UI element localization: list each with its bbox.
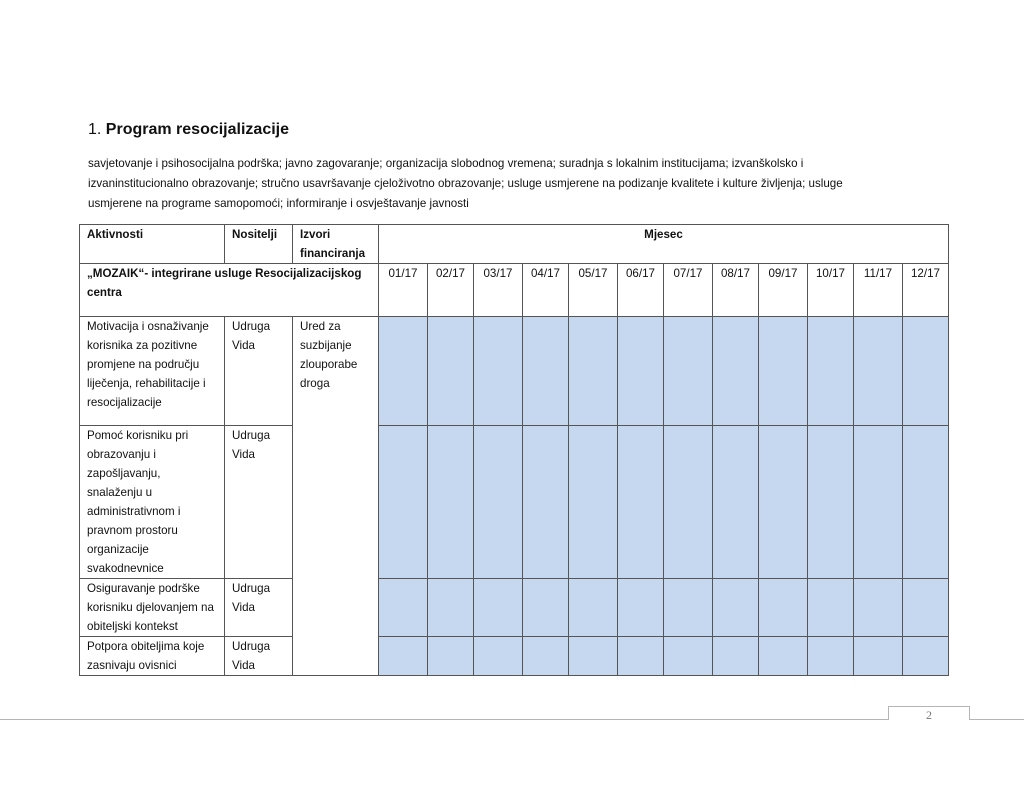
schedule-cell — [759, 317, 808, 426]
header-activities: Aktivnosti — [80, 225, 225, 264]
schedule-cell — [808, 317, 854, 426]
schedule-cell — [523, 579, 569, 637]
schedule-cell — [474, 426, 523, 579]
schedule-cell — [428, 317, 474, 426]
schedule-cell — [523, 637, 569, 676]
schedule-cell — [664, 637, 713, 676]
schedule-cell — [474, 317, 523, 426]
schedule-cell — [713, 426, 759, 579]
funding-source: Ured za suzbijanje zlouporabe droga — [293, 317, 379, 676]
header-funding-line2: financiranja — [300, 247, 366, 260]
schedule-cell — [474, 637, 523, 676]
schedule-cell — [379, 317, 428, 426]
month-label: 05/17 — [569, 264, 618, 317]
schedule-cell — [759, 579, 808, 637]
month-label: 01/17 — [379, 264, 428, 317]
intro-line: usmjerene na programe samopomoći; informiranje i osvještavanje javnosti — [88, 197, 469, 210]
month-label: 09/17 — [759, 264, 808, 317]
schedule-cell — [759, 637, 808, 676]
activity-plan-table — [79, 224, 949, 676]
schedule-cell — [713, 317, 759, 426]
schedule-cell — [428, 426, 474, 579]
schedule-cell — [523, 426, 569, 579]
schedule-cell — [854, 317, 903, 426]
table-row — [80, 637, 949, 676]
intro-line: savjetovanje i psihosocijalna podrška; javno zagovaranje; organizacija slobodnog vremena; suradnja s lokalnim institucijama; izvanškolsko i — [88, 157, 804, 170]
program-name: „MOZAIK“- integrirane usluge Resocijalizacijskog centra — [80, 264, 379, 317]
month-label: 07/17 — [664, 264, 713, 317]
schedule-cell — [569, 579, 618, 637]
section-heading — [88, 121, 289, 139]
section-title: Program resocijalizacije — [105, 121, 289, 138]
schedule-cell — [664, 426, 713, 579]
schedule-cell — [664, 317, 713, 426]
schedule-cell — [808, 637, 854, 676]
schedule-cell — [664, 579, 713, 637]
schedule-cell — [618, 637, 664, 676]
schedule-cell — [903, 579, 949, 637]
activity-name: Pomoć korisniku pri obrazovanju i zapošljavanju, snalaženju u administrativnom i pravnom prostoru organizacije svakodnevnice — [80, 426, 225, 579]
schedule-cell — [618, 579, 664, 637]
schedule-cell — [379, 426, 428, 579]
month-label: 03/17 — [474, 264, 523, 317]
schedule-cell — [854, 579, 903, 637]
schedule-cell — [759, 426, 808, 579]
schedule-cell — [428, 579, 474, 637]
table-row — [80, 579, 949, 637]
month-label: 06/17 — [618, 264, 664, 317]
month-label: 12/17 — [903, 264, 949, 317]
schedule-cell — [713, 579, 759, 637]
schedule-cell — [903, 317, 949, 426]
month-label: 02/17 — [428, 264, 474, 317]
activity-carrier: Udruga Vida — [225, 426, 293, 579]
page-number: 2 — [926, 708, 932, 722]
schedule-cell — [808, 426, 854, 579]
month-label: 04/17 — [523, 264, 569, 317]
intro-paragraph — [88, 154, 948, 214]
schedule-cell — [808, 579, 854, 637]
activity-carrier: Udruga Vida — [225, 317, 293, 426]
header-month: Mjesec — [379, 225, 949, 264]
activity-name: Motivacija i osnaživanje korisnika za pozitivne promjene na području liječenja, rehabilitacije i resocijalizacije — [80, 317, 225, 426]
month-label: 08/17 — [713, 264, 759, 317]
schedule-cell — [474, 579, 523, 637]
schedule-cell — [854, 426, 903, 579]
section-number: 1. — [88, 121, 102, 138]
schedule-cell — [569, 426, 618, 579]
header-funding-line1: Izvori — [300, 228, 331, 241]
activity-carrier: Udruga Vida — [225, 579, 293, 637]
table-row — [80, 317, 949, 426]
schedule-cell — [903, 637, 949, 676]
header-funding — [293, 225, 379, 264]
schedule-cell — [854, 637, 903, 676]
footer-divider — [0, 719, 1024, 720]
intro-line: izvaninstitucionalno obrazovanje; stručno usavršavanje cjeloživotno obrazovanje; usluge usmjerene na podizanje kvalitete i kulture življenja; usluge — [88, 177, 843, 190]
header-carriers: Nositelji — [225, 225, 293, 264]
schedule-cell — [618, 426, 664, 579]
activity-name: Potpora obiteljima koje zasnivaju ovisnici — [80, 637, 225, 676]
month-label: 11/17 — [854, 264, 903, 317]
schedule-cell — [903, 426, 949, 579]
schedule-cell — [379, 637, 428, 676]
schedule-cell — [713, 637, 759, 676]
schedule-cell — [569, 637, 618, 676]
schedule-cell — [618, 317, 664, 426]
schedule-cell — [523, 317, 569, 426]
activity-carrier: Udruga Vida — [225, 637, 293, 676]
schedule-cell — [428, 637, 474, 676]
table-row — [80, 426, 949, 579]
schedule-cell — [379, 579, 428, 637]
schedule-cell — [569, 317, 618, 426]
activity-name: Osiguravanje podrške korisniku djelovanjem na obiteljski kontekst — [80, 579, 225, 637]
month-label: 10/17 — [808, 264, 854, 317]
